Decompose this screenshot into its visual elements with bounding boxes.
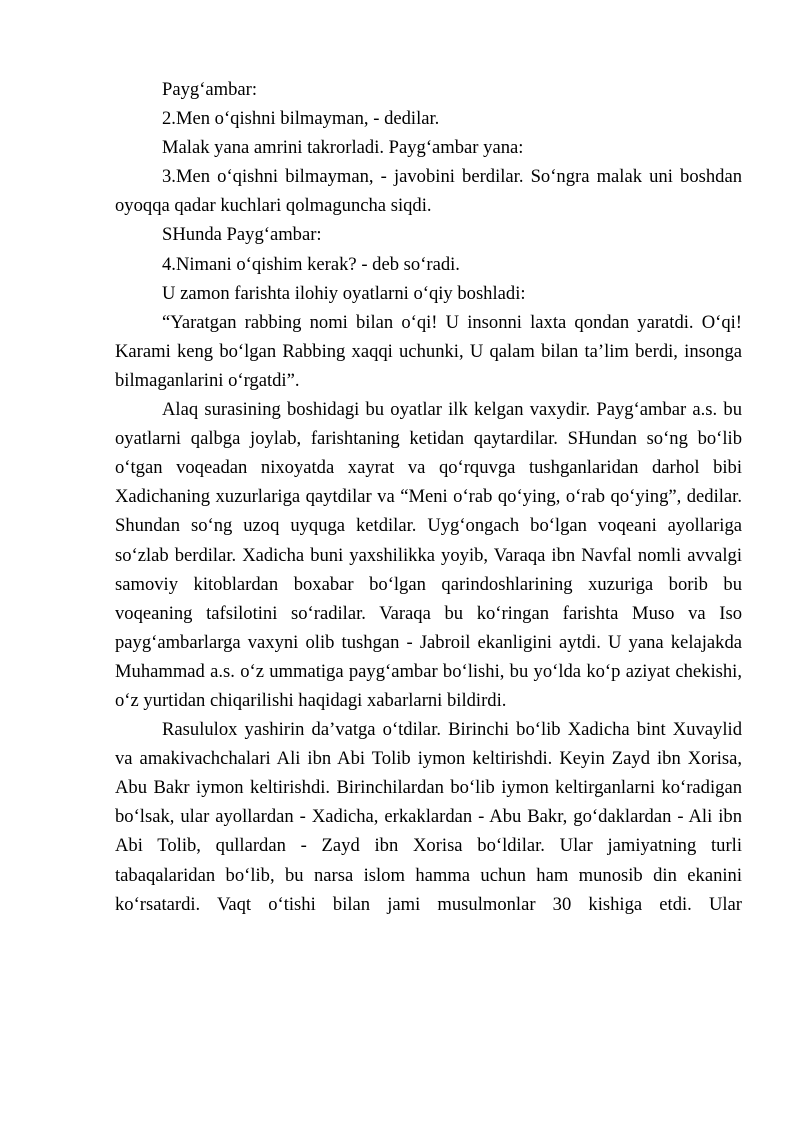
paragraph: Malak yana amrini takrorladi. Payg‘ambar yana: xyxy=(162,137,524,159)
document-body xyxy=(115,75,742,919)
paragraph: “Yaratgan rabbing nomi bilan o‘qi! U insonni laxta qondan yaratdi. O‘qi! Karami keng bo‘lgan Rabbing xaqqi uchunki, U qalam bilan ta’lim berdi, insonga bilmaganlarini o‘rgatdi”. xyxy=(115,311,742,391)
paragraph: SHunda Payg‘ambar: xyxy=(162,224,322,246)
paragraph: 2.Men o‘qishni bilmayman, - dedilar. xyxy=(162,108,440,130)
paragraph: 4.Nimani o‘qishim kerak? - deb so‘radi. xyxy=(162,253,460,275)
paragraph: Alaq surasining boshidagi bu oyatlar ilk kelgan vaxydir. Payg‘ambar a.s. bu oyatlarni qalbga joylab, farishtaning ketidan qaytardilar. SHundan so‘ng bo‘lib o‘tgan voqeadan nixoyatda xayrat va qo‘rquvga tushganlaridan darhol bibi Xadichaning xuzurlariga qaytdilar va “Meni o‘rab qo‘ying, o‘rab qo‘ying”, dedilar. Shundan so‘ng uzoq uyquga ketdilar. Uyg‘ongach bo‘lgan voqeani ayollariga so‘zlab berdilar. Xadicha buni yaxshilikka yoyib, Varaqa ibn Navfal nomli avvalgi samoviy kitoblardan boxabar bo‘lgan qarindoshlarining xuzuriga borib bu voqeaning tafsilotini so‘radilar. Varaqa bu ko‘ringan farishta Muso va Iso payg‘ambarlarga vaxyni olib tushgan - Jabroil ekanligini aytdi. U yana kelajakda Muhammad a.s. o‘z ummatiga payg‘ambar bo‘lishi, bu yo‘lda ko‘p aziyat chekishi, o‘z yurtidan chiqarilishi haqidagi xabarlarni bildirdi. xyxy=(115,399,742,711)
paragraph: 3.Men o‘qishni bilmayman, - javobini berdilar. So‘ngra malak uni boshdan oyoqqa qadar kuchlari qolmaguncha siqdi. xyxy=(115,166,742,217)
paragraph: U zamon farishta ilohiy oyatlarni o‘qiy boshladi: xyxy=(162,282,526,304)
paragraph: Payg‘ambar: xyxy=(162,79,258,100)
paragraph: Rasululox yashirin da’vatga o‘tdilar. Birinchi bo‘lib Xadicha bint Xuvaylid va amakivachchalari Ali ibn Abi Tolib iymon keltirishdi. Keyin Zayd ibn Xorisa, Abu Bakr iymon keltirishdi. Birinchilardan bo‘lib iymon keltirganlarni ko‘radigan bo‘lsak, ular ayollardan - Xadicha, erkaklardan - Abu Bakr, go‘daklardan - Ali ibn Abi Tolib, qullardan - Zayd ibn Xorisa bo‘ldilar. Ular jamiyatning turli tabaqalaridan bo‘lib, bu narsa islom hamma uchun ham munosib din ekanini ko‘rsatardi. Vaqt o‘tishi bilan jami musulmonlar 30 kishiga etdi. Ular xyxy=(115,719,742,915)
